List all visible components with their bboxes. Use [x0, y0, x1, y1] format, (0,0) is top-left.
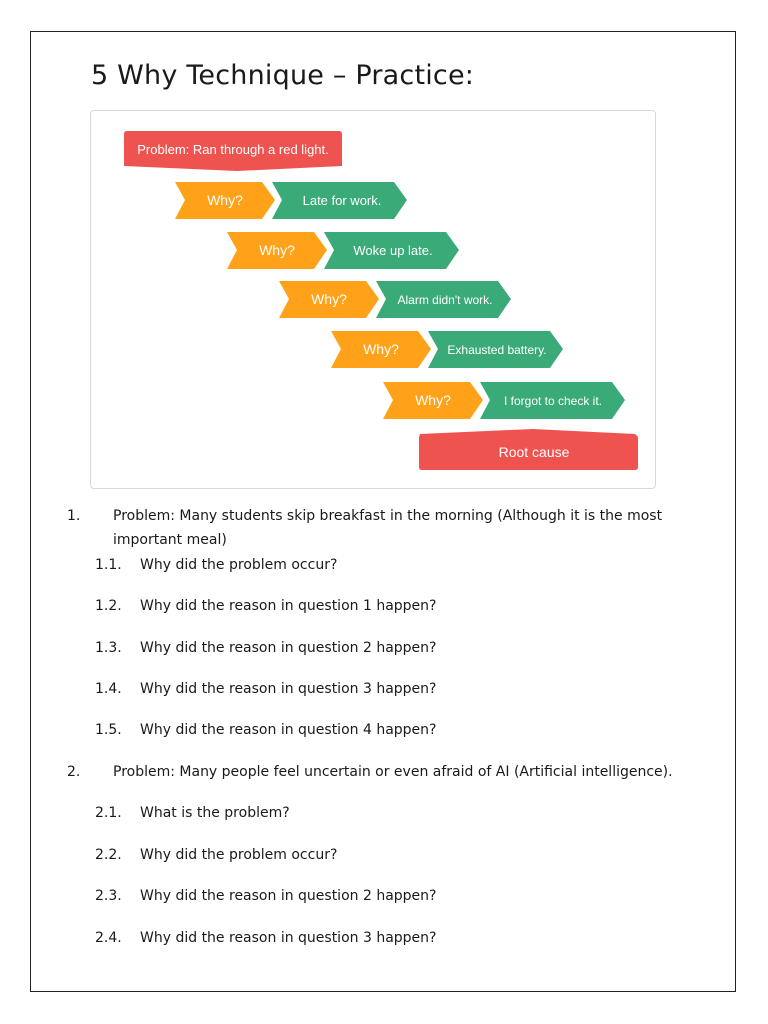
why-label-1: Why?: [207, 192, 243, 208]
sub-2-4-text: Why did the reason in question 3 happen?: [140, 930, 437, 946]
why-label-4: Why?: [363, 341, 399, 357]
sub-1-4-number: 1.4.: [95, 681, 122, 697]
why-label-3: Why?: [311, 291, 347, 307]
why-label-2: Why?: [259, 242, 295, 258]
sub-2-1-number: 2.1.: [95, 805, 122, 821]
sub-1-2-text: Why did the reason in question 1 happen?: [140, 598, 437, 614]
answer-label-5: I forgot to check it.: [503, 394, 603, 408]
why-label-5: Why?: [415, 392, 451, 408]
answer-label-4: Exhausted battery.: [447, 343, 547, 357]
sub-2-2-text: Why did the problem occur?: [140, 847, 338, 863]
answer-label-3: Alarm didn't work.: [397, 293, 493, 307]
problem-text: Problem: Ran through a red light.: [137, 142, 329, 157]
sub-1-1-text: Why did the problem occur?: [140, 557, 338, 573]
sub-1-5-text: Why did the reason in question 4 happen?: [140, 722, 437, 738]
answer-label-1: Late for work.: [302, 193, 382, 208]
question-1-problem-line1: Problem: Many students skip breakfast in the morning (Although it is the most: [113, 508, 663, 524]
answer-label-2: Woke up late.: [353, 243, 433, 258]
five-why-svg: [91, 111, 657, 490]
root-cause-text: Root cause: [498, 444, 570, 460]
sub-2-4-number: 2.4.: [95, 930, 122, 946]
sub-1-1-number: 1.1.: [95, 557, 122, 573]
sub-1-4-text: Why did the reason in question 3 happen?: [140, 681, 437, 697]
sub-1-3-text: Why did the reason in question 2 happen?: [140, 640, 437, 656]
sub-2-3-number: 2.3.: [95, 888, 122, 904]
page-title: 5 Why Technique – Practice:: [91, 60, 475, 91]
question-1-number: 1.: [67, 508, 81, 524]
sub-1-2-number: 1.2.: [95, 598, 122, 614]
sub-1-3-number: 1.3.: [95, 640, 122, 656]
sub-2-3-text: Why did the reason in question 2 happen?: [140, 888, 437, 904]
five-why-diagram: [90, 110, 656, 489]
question-1-problem-line2: important meal): [113, 532, 227, 548]
question-2-problem-line1: Problem: Many people feel uncertain or even afraid of AI (Artificial intelligence).: [113, 764, 673, 780]
sub-2-2-number: 2.2.: [95, 847, 122, 863]
question-2-number: 2.: [67, 764, 81, 780]
sub-1-5-number: 1.5.: [95, 722, 122, 738]
sub-2-1-text: What is the problem?: [140, 805, 290, 821]
